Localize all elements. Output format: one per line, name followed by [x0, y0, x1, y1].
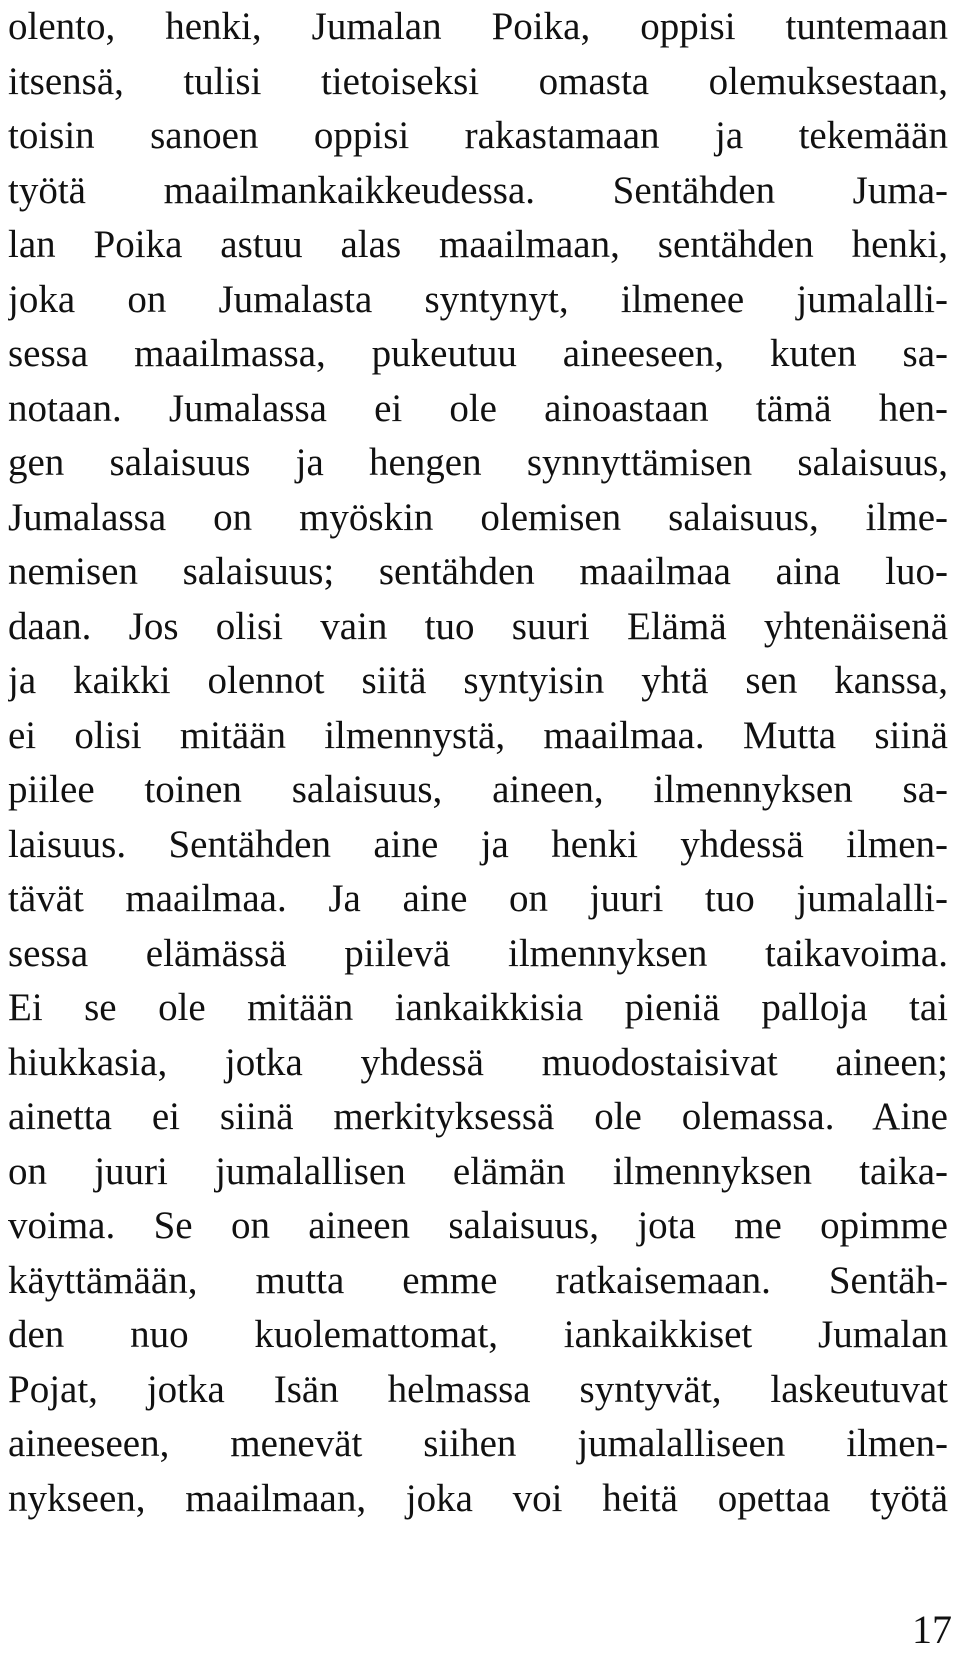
text-line: ja kaikki olennot siitä syntyisin yhtä sen kanssa,: [8, 659, 948, 702]
text-line: sessa elämässä piilevä ilmennyksen taikavoima.: [8, 931, 948, 975]
text-line: gen salaisuus ja hengen synnyttämisen salaisuus,: [8, 441, 948, 484]
text-line: lan Poika astuu alas maailmaan, sentähden henki,: [8, 223, 948, 266]
text-line: nemisen salaisuus; sentähden maailmaa aina luo-: [8, 550, 948, 593]
text-line: laisuus. Sentähden aine ja henki yhdessä ilmen-: [8, 822, 948, 866]
text-line: aineeseen, menevät siihen jumalalliseen ilmen-: [8, 1422, 948, 1465]
text-line: voima. Se on aineen salaisuus, jota me opimme: [8, 1204, 948, 1247]
text-line: sessa maailmassa, pukeutuu aineeseen, kuten sa-: [8, 332, 948, 375]
text-line: Ei se ole mitään iankaikkisia pieniä palloja tai: [8, 986, 948, 1029]
text-line: nykseen, maailmaan, joka voi heitä opettaa työtä: [8, 1476, 948, 1520]
text-line: daan. Jos olisi vain tuo suuri Elämä yhtenäisenä: [8, 604, 948, 648]
text-line: notaan. Jumalassa ei ole ainoastaan tämä hen-: [8, 386, 948, 430]
text-line: olento, henki, Jumalan Poika, oppisi tuntemaan: [8, 5, 948, 48]
text-line: itsensä, tulisi tietoiseksi omasta olemuksestaan,: [8, 59, 948, 103]
text-line: Pojat, jotka Isän helmassa syntyvät, laskeutuvat: [8, 1367, 948, 1411]
text-line: työtä maailmankaikkeudessa. Sentähden Juma-: [8, 168, 948, 212]
text-line: käyttämään, mutta emme ratkaisemaan. Sentäh-: [8, 1258, 948, 1302]
text-line: toisin sanoen oppisi rakastamaan ja tekemään: [8, 114, 948, 157]
text-line: den nuo kuolemattomat, iankaikkiset Jumalan: [8, 1313, 948, 1356]
page-number: 17: [912, 1607, 952, 1652]
text-line: Jumalassa on myöskin olemisen salaisuus, ilme-: [8, 495, 948, 539]
text-line: on juuri jumalallisen elämän ilmennyksen taika-: [8, 1149, 948, 1193]
text-line: tävät maailmaa. Ja aine on juuri tuo jumalalli-: [8, 877, 948, 920]
text-line: joka on Jumalasta syntynyt, ilmenee jumalalli-: [8, 277, 948, 321]
text-line: hiukkasia, jotka yhdessä muodostaisivat aineen;: [8, 1040, 948, 1084]
body-text: [8, 0, 948, 1526]
text-line: ainetta ei siinä merkityksessä ole olemassa. Aine: [8, 1095, 948, 1138]
text-line: ei olisi mitään ilmennystä, maailmaa. Mutta siinä: [8, 713, 948, 757]
text-line: piilee toinen salaisuus, aineen, ilmennyksen sa-: [8, 768, 948, 811]
